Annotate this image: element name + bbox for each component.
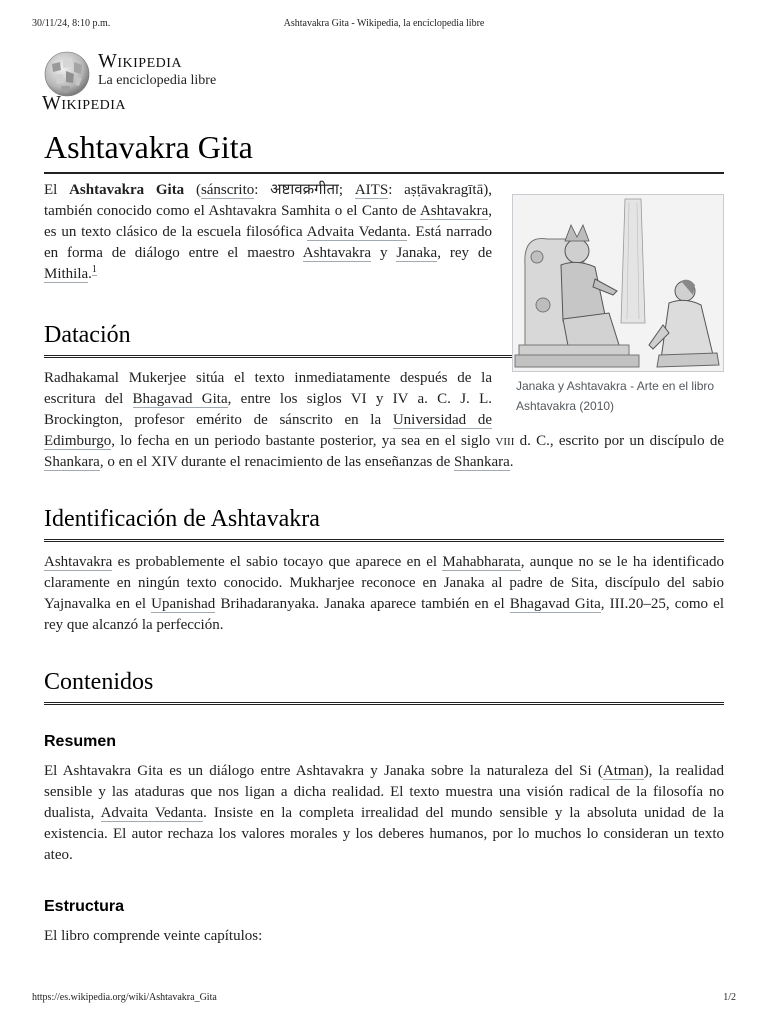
janaka-ashtavakra-illustration-icon	[513, 195, 723, 371]
heading-datacion: Datación	[44, 319, 724, 358]
link-atman[interactable]: Atman	[602, 763, 644, 779]
logo-tagline: La enciclopedia libre	[98, 73, 217, 88]
print-footer	[32, 992, 736, 1008]
print-header	[32, 18, 736, 34]
wikipedia-globe-icon	[42, 48, 92, 98]
logo-wordmark: Wikipedia	[98, 50, 183, 72]
link-mithila[interactable]: Mithila	[44, 266, 89, 282]
link-universidad-edimburgo[interactable]: Universidad de Edimburgo	[44, 412, 492, 449]
infobox-image[interactable]	[512, 194, 724, 372]
link-ashtavakra-2[interactable]: Ashtavakra	[302, 245, 372, 261]
link-upanishad[interactable]: Upanishad	[151, 596, 216, 612]
heading-contenidos: Contenidos	[44, 666, 724, 705]
article-subject-bold: Ashtavakra Gita	[69, 182, 185, 198]
print-date: 30/11/24, 8:10 p.m.	[32, 18, 111, 29]
link-bhagavad-gita-2[interactable]: Bhagavad Gita	[509, 596, 601, 612]
link-ashtavakra-3[interactable]: Ashtavakra	[44, 554, 113, 570]
logo-wordmark-secondary: Wikipedia	[42, 92, 127, 114]
link-janaka[interactable]: Janaka	[396, 245, 438, 261]
heading-resumen: Resumen	[44, 733, 117, 750]
print-page-number: 1/2	[723, 992, 736, 1003]
infobox	[512, 194, 724, 416]
infobox-caption: Janaka y Ashtavakra - Arte en el libro Ashtavakra (2010)	[516, 379, 715, 413]
reference-1[interactable]: 1	[91, 264, 97, 275]
link-ashtavakra[interactable]: Ashtavakra	[419, 203, 489, 219]
link-shankara-2[interactable]: Shankara	[453, 454, 510, 470]
link-aits[interactable]: AITS	[354, 182, 389, 198]
intro-wrap	[44, 180, 724, 473]
link-sanscrito[interactable]: sánscrito	[200, 182, 255, 198]
print-doc-title: Ashtavakra Gita - Wikipedia, la enciclopedia libre	[283, 18, 485, 29]
paragraph-identificacion: Ashtavakra es probablemente el sabio tocayo que aparece en el Mahabharata, aunque no se le ha identificado claramente en ningún texto conocido. Mukharjee reconoce en Janaka al padre de Sita, discípulo del sabio Yajnavalka en el Upanishad Brihadaranyaka. Janaka aparece también en el Bhagavad Gita, III.20–25, como el rey que alcanzó la perfección.	[44, 554, 724, 633]
link-shankara[interactable]: Shankara	[44, 454, 100, 470]
article-content	[44, 124, 724, 947]
link-advaita-vedanta[interactable]: Advaita Vedanta	[306, 224, 407, 240]
link-bhagavad-gita[interactable]: Bhagavad Gita	[132, 391, 228, 407]
intro-paragraph: El Ashtavakra Gita (sánscrito: अष्टावक्रगीता; AITS: aṣṭāvakragītā), también conocido como el Ashtavakra Samhita o el Canto de Ashtavakra, es un texto clásico de la escuela filosófica Advaita Vedanta. Está narrado en forma de diálogo entre el maestro Ashtavakra y Janaka, rey de Mithila.$^1$	[44, 182, 493, 282]
heading-identificacion: Identificación de Ashtavakra	[44, 503, 724, 542]
paragraph-resumen: El Ashtavakra Gita es un diálogo entre Ashtavakra y Janaka sobre la naturaleza del Si (Atman), la realidad sensible y las ataduras que nos ligan a dicha realidad. El texto muestra una visión radical de la filosofía no dualista, Advaita Vedanta. Insiste en la completa irrealidad del mundo sensible y la absoluta unidad de la existencia. El autor rechaza los valores morales y los deberes humanos, por lo muchos lo consideran un texto ateo.	[44, 763, 725, 863]
link-mahabharata[interactable]: Mahabharata	[442, 554, 521, 570]
print-url: https://es.wikipedia.org/wiki/Ashtavakra_Gita	[32, 992, 217, 1003]
paragraph-estructura: El libro comprende veinte capítulos:	[44, 928, 263, 944]
page-title: Ashtavakra Gita	[44, 124, 724, 174]
paragraph-datacion: Radhakamal Mukerjee sitúa el texto inmediatamente después de la escritura del Bhagavad Gita, entre los siglos VI y IV a. C. J. L. Brockington, profesor emérito de sánscrito en la Universidad de Edimburgo, lo fecha en un periodo bastante posterior, ya sea en el siglo viii d. C., escrito por un discípulo de Shankara, o en el XIV durante el renacimiento de las enseñanzas de Shankara.	[44, 370, 724, 470]
heading-estructura: Estructura	[44, 898, 125, 915]
link-advaita-vedanta-2[interactable]: Advaita Vedanta	[100, 805, 204, 821]
wikipedia-logo[interactable]	[42, 46, 302, 118]
